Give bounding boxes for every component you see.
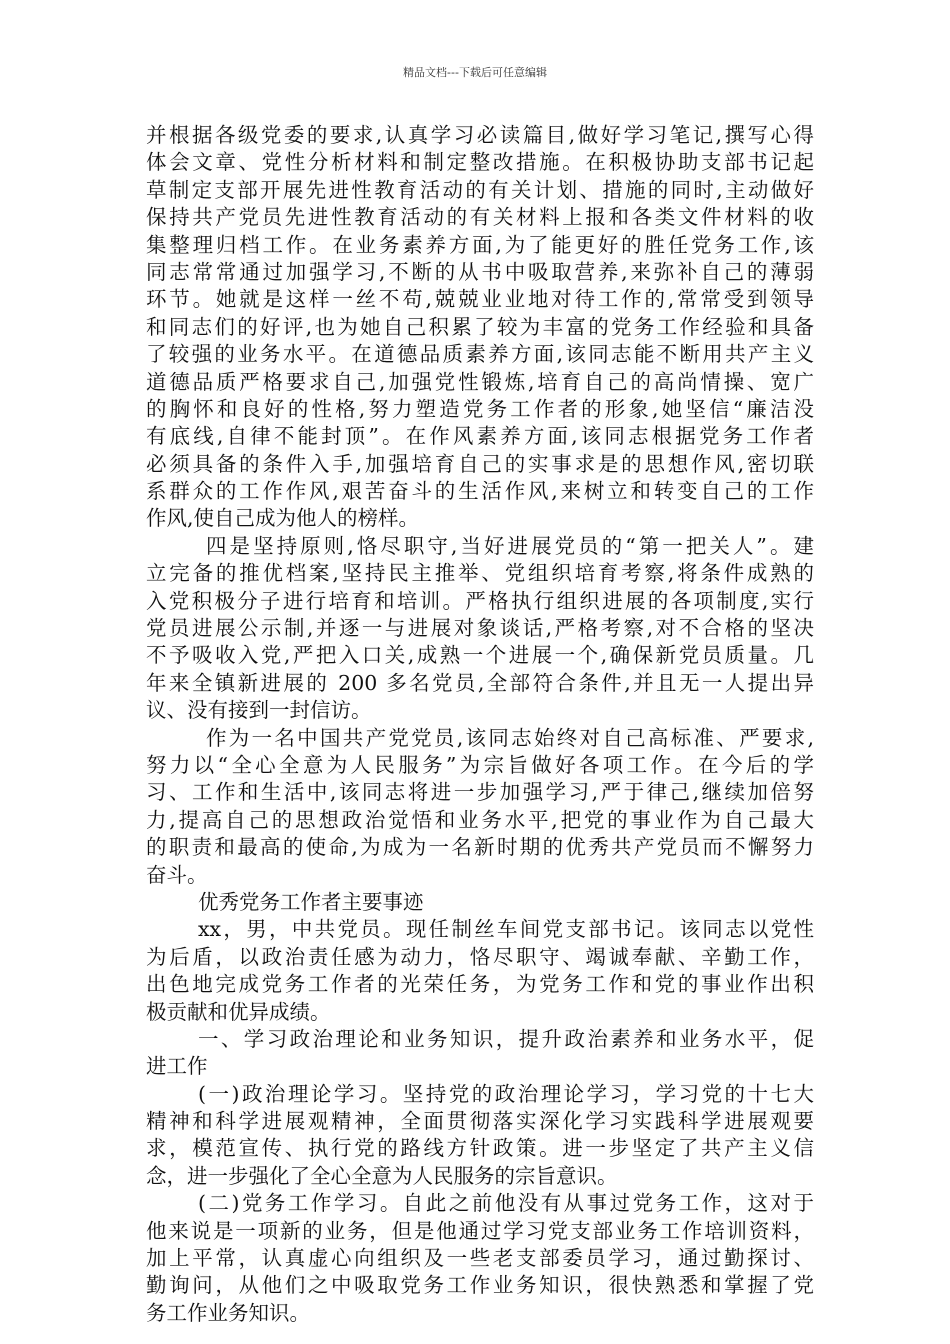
text-line: 加上平常，认真虚心向组织及一些老支部委员学习，通过勤探讨、 (146, 1246, 814, 1271)
text-line: 务工作业务知识。 (146, 1300, 310, 1325)
text-line: 入党积极分子进行培育和培训。严格执行组织进展的各项制度,实行 (146, 588, 814, 613)
text-line: 勤询问，从他们之中吸取党务工作业务知识，很快熟悉和掌握了党 (146, 1273, 814, 1298)
text-line: 念，进一步强化了全心全意为人民服务的宗旨意识。 (146, 1163, 618, 1188)
page-header: 精品文档---下载后可任意编辑 (403, 66, 547, 79)
text-line: 求，模范宣传、执行党的路线方针政策。进一步坚定了共产主义信 (146, 1136, 814, 1161)
text-line: (一)政治理论学习。坚持党的政治理论学习，学习党的十七大 (198, 1081, 814, 1106)
text-line: 环节。她就是这样一丝不苟,兢兢业业地对待工作的,常常受到领导 (146, 287, 814, 312)
text-line: 体会文章、党性分析材料和制定整改措施。在积极协助支部书记起 (146, 150, 814, 175)
text-line: 优秀党务工作者主要事迹 (198, 889, 424, 914)
paragraph (146, 1081, 814, 1191)
paragraph (146, 889, 814, 916)
text-line: 和同志们的好评,也为她自己积累了较为丰富的党务工作经验和具备 (146, 314, 814, 339)
text-line: 极贡献和优异成绩。 (146, 999, 331, 1024)
text-line: 作风,使自己成为他人的榜样。 (146, 506, 420, 531)
text-line: 年来全镇新进展的 200 多名党员,全部符合条件,并且无一人提出异 (146, 670, 814, 695)
text-line: (二)党务工作学习。自此之前他没有从事过党务工作，这对于 (198, 1191, 814, 1216)
text-line: 立完备的推优档案,坚持民主推举、党组织培育考察,将条件成熟的 (146, 561, 814, 586)
text-line: 并根据各级党委的要求,认真学习必读篇目,做好学习笔记,撰写心得 (146, 123, 814, 147)
paragraph (146, 122, 814, 533)
text-line: 系群众的工作作风,艰苦奋斗的生活作风,来树立和转变自己的工作 (146, 479, 814, 504)
text-line: 保持共产党员先进性教育活动的有关材料上报和各类文件材料的收 (146, 205, 814, 230)
text-line: 出色地完成党务工作者的光荣任务，为党务工作和党的事业作出积 (146, 972, 814, 997)
text-line: 同志常常通过加强学习,不断的从书中吸取营养,来弥补自己的薄弱 (146, 259, 814, 284)
text-line: 力,提高自己的思想政治觉悟和业务水平,把党的事业作为自己最大 (146, 807, 814, 832)
document-body (146, 122, 814, 1327)
text-line: 习、工作和生活中,该同志将进一步加强学习,严于律己,继续加倍努 (146, 780, 814, 805)
text-line: 草制定支部开展先进性教育活动的有关计划、措施的同时,主动做好 (146, 177, 814, 202)
text-line: 奋斗。 (146, 862, 208, 887)
paragraph (146, 1026, 814, 1081)
text-line: 不予吸收入党,严把入口关,成熟一个进展一个,确保新党员质量。几 (146, 643, 814, 668)
text-line: 有底线,自律不能封顶”。在作风素养方面,该同志根据党务工作者 (146, 424, 814, 449)
text-line: 党员进展公示制,并逐一与进展对象谈话,严格考察,对不合格的坚决 (146, 616, 814, 641)
text-line: 他来说是一项新的业务，但是他通过学习党支部业务工作培训资料， (146, 1218, 814, 1243)
paragraph (146, 725, 814, 889)
paragraph (146, 533, 814, 725)
paragraph (146, 916, 814, 1026)
paragraph (146, 1190, 814, 1327)
text-line: 进工作 (146, 1054, 208, 1079)
text-line: 议、没有接到一封信访。 (146, 698, 372, 723)
text-line: 努力以“全心全意为人民服务”为宗旨做好各项工作。在今后的学 (146, 752, 814, 777)
text-line: 一、学习政治理论和业务知识，提升政治素养和业务水平，促 (198, 1026, 814, 1051)
text-line: 作为一名中国共产党党员,该同志始终对自己高标准、严要求, (206, 725, 814, 750)
text-line: 了较强的业务水平。在道德品质素养方面,该同志能不断用共产主义 (146, 342, 814, 367)
text-line: 道德品质严格要求自己,加强党性锻炼,培育自己的高尚情操、宽广 (146, 369, 814, 394)
text-line: 的胸怀和良好的性格,努力塑造党务工作者的形象,她坚信“廉洁没 (146, 396, 814, 421)
text-line: 为后盾，以政治责任感为动力，恪尽职守、竭诚奉献、辛勤工作， (146, 944, 814, 969)
text-line: xx，男，中共党员。现任制丝车间党支部书记。该同志以党性 (198, 917, 814, 942)
text-line: 集整理归档工作。在业务素养方面,为了能更好的胜任党务工作,该 (146, 232, 814, 257)
text-line: 必须具备的条件入手,加强培育自己的实事求是的思想作风,密切联 (146, 451, 814, 476)
text-line: 的职责和最高的使命,为成为一名新时期的优秀共产党员而不懈努力 (146, 835, 814, 860)
text-line: 精神和科学进展观精神，全面贯彻落实深化学习实践科学进展观要 (146, 1109, 814, 1134)
text-line: 四是坚持原则,恪尽职守,当好进展党员的“第一把关人”。建 (206, 533, 814, 558)
